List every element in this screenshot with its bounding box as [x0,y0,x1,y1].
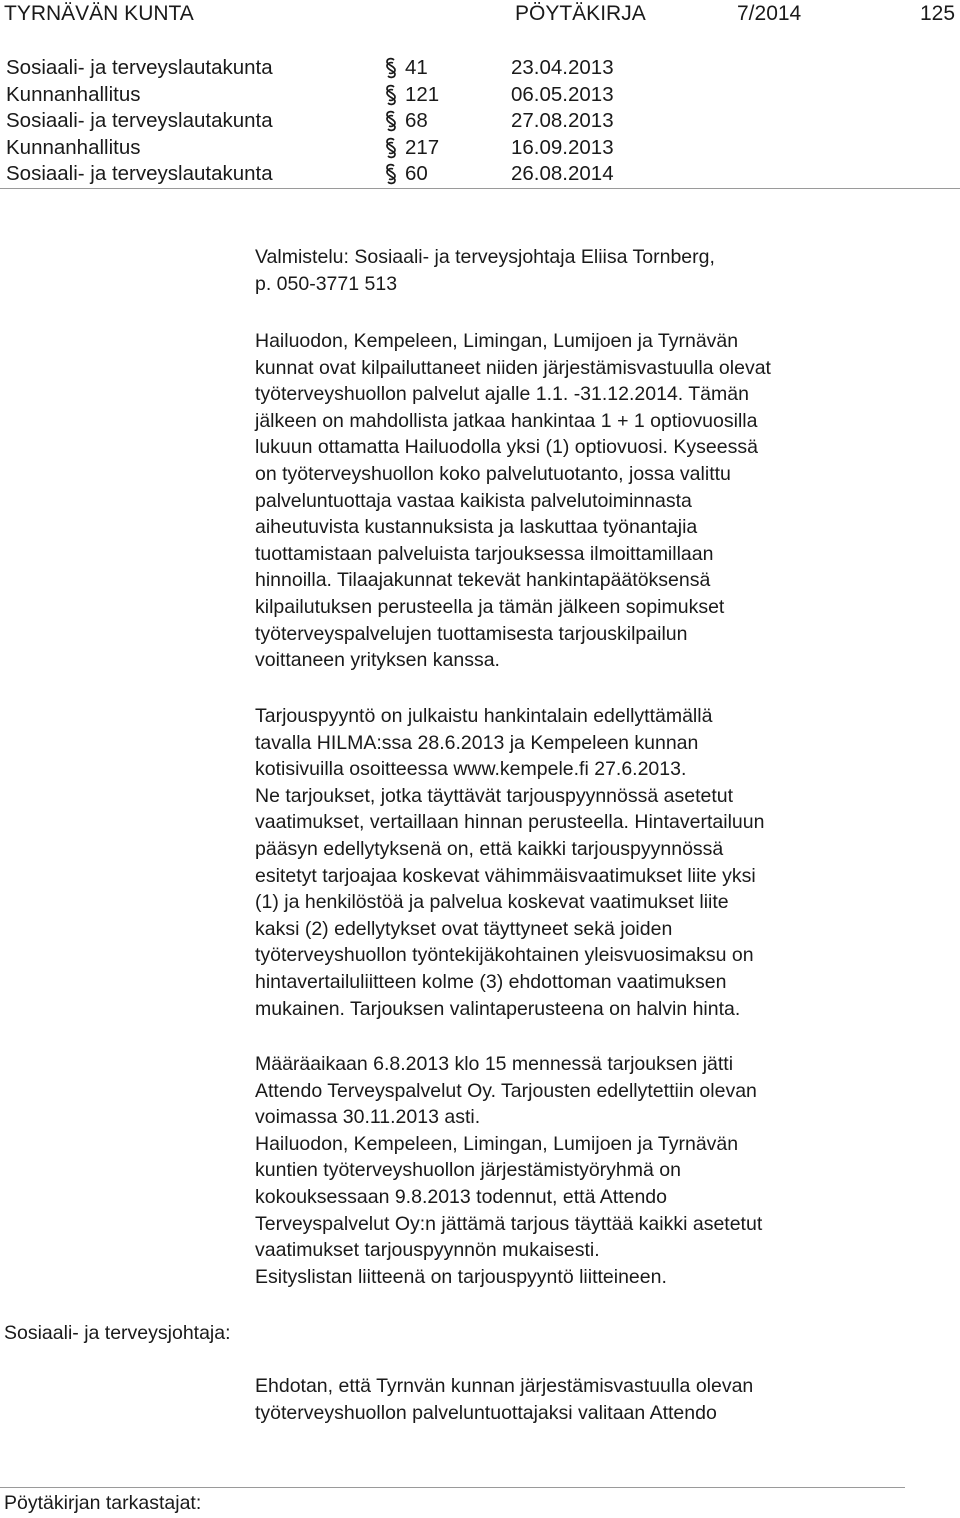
text-line: tuottamistaan palveluista tarjouksessa ilmoittamillaan [255,542,714,565]
paragraph-tender-result [255,1051,955,1290]
meeting-date: 23.04.2013 [511,56,614,79]
document-issue: 7/2014 [737,2,802,25]
section-sign-icon [384,110,398,132]
document-type: PÖYTÄKIRJA [515,2,646,25]
text-line: Hailuodon, Kempeleen, Limingan, Lumijoen ja Tyrnävän [255,1132,739,1155]
paragraph-background [255,328,955,674]
text-line: kunnat ovat kilpailuttaneet niiden järjestämisvastuulla olevat [255,356,771,379]
text-line: Valmistelu: Sosiaali- ja terveysjohtaja Eliisa Tornberg, [255,246,715,268]
municipality-name: TYRNÄVÄN KUNTA [4,2,194,25]
page-number: 125 [920,2,956,25]
paragraph-tender-notice [255,703,955,1022]
text-line: hintavertailuliitteen kolme (3) ehdottoman vaatimuksen [255,970,727,993]
text-line: esitetyt tarjoajaa koskevat vähimmäisvaatimukset liite yksi [255,864,756,887]
section-sign-icon [384,84,398,106]
text-line: kilpailutuksen perusteella ja tämän jälkeen sopimukset [255,595,725,618]
section-sign-icon [384,57,398,79]
text-line: palveluntuottaja vastaa kaikista palvelutoiminnasta [255,489,692,512]
text-line: työterveyshuollon palveluntuottajaksi valitaan Attendo [255,1401,717,1424]
text-line: kokouksessaan 9.8.2013 todennut, että Attendo [255,1185,667,1208]
meeting-date: 26.08.2014 [511,162,614,185]
text-line: Ehdotan, että Tyrnvän kunnan järjestämisvastuulla olevan [255,1375,754,1397]
meeting-body: Sosiaali- ja terveyslautakunta [6,56,273,79]
meeting-section: 68 [405,109,428,132]
section-sign-icon [384,137,398,159]
text-line: vaatimukset, vertaillaan hinnan perusteella. Hintavertailuun [255,811,765,834]
meeting-body: Kunnanhallitus [6,82,141,106]
meeting-body: Sosiaali- ja terveyslautakunta [6,109,273,132]
text-line: (1) ja henkilöstöä ja palvelua koskevat vaatimukset liite [255,891,729,914]
text-line: Esityslistan liitteenä on tarjouspyyntö liitteineen. [255,1265,667,1288]
text-line: työterveyshuollon työntekijäkohtainen yleisvuosimaksu on [255,944,754,967]
proposer-label: Sosiaali- ja terveysjohtaja: [4,1322,231,1344]
meeting-date: 06.05.2013 [511,82,614,106]
text-line: voimassa 30.11.2013 asti. [255,1106,481,1129]
minutes-inspectors-label: Pöytäkirjan tarkastajat: [4,1492,202,1514]
text-line: lukuun ottamatta Hailuodolla yksi (1) optiovuosi. Kyseessä [255,436,758,459]
text-line: mukainen. Tarjouksen valintaperusteena on halvin hinta. [255,997,741,1020]
text-line: aiheutuvista kustannuksista ja laskuttaa työnantajia [255,516,698,539]
text-line: tavalla HILMA:ssa 28.6.2013 ja Kempeleen kunnan [255,731,699,754]
text-line: vaatimukset tarjouspyynnön mukaisesti. [255,1239,600,1262]
meeting-date: 27.08.2013 [511,109,614,132]
footer-divider [0,1487,905,1488]
meeting-section: 217 [405,135,440,159]
header-divider [0,188,960,189]
text-line: pääsyn edellytyksenä on, että kaikki tarjouspyynnössä [255,837,724,860]
meeting-section: 60 [405,162,428,185]
text-line: kaksi (2) edellytykset ovat täyttyneet sekä joiden [255,917,673,940]
text-line: Määräaikaan 6.8.2013 klo 15 mennessä tarjouksen jätti [255,1053,734,1075]
text-line: työterveyspalvelujen tuottamisesta tarjouskilpailun [255,622,688,645]
text-line: Ne tarjoukset, jotka täyttävät tarjouspyynnössä asetetut [255,784,734,807]
text-line: jälkeen on mahdollista jatkaa hankintaa 1 + 1 optiovuosilla [255,409,758,432]
text-line: Hailuodon, Kempeleen, Limingan, Lumijoen ja Tyrnävän [255,330,739,352]
text-line: Tarjouspyyntö on julkaistu hankintalain edellyttämällä [255,705,713,727]
text-line: hinnoilla. Tilaajakunnat tekevät hankintapäätöksensä [255,569,711,592]
text-line: kuntien työterveyshuollon järjestämistyöryhmä on [255,1159,681,1182]
meeting-date: 16.09.2013 [511,135,614,159]
text-line: voittaneen yrityksen kanssa. [255,649,500,672]
meeting-body: Sosiaali- ja terveyslautakunta [6,162,273,185]
text-line: Terveyspalvelut Oy:n jättämä tarjous täyttää kaikki asetetut [255,1212,763,1235]
section-sign-icon [384,163,398,185]
text-line: p. 050-3771 513 [255,272,398,295]
text-line: on työterveyshuollon koko palvelutuotanto, jossa valittu [255,462,731,485]
text-line: kotisivuilla osoitteessa www.kempele.fi 27.6.2013. [255,758,687,781]
text-line: työterveyshuollon palvelut ajalle 1.1. -31.12.2014. Tämän [255,383,749,406]
text-line: Attendo Terveyspalvelut Oy. Tarjousten edellytettiin olevan [255,1079,757,1102]
meeting-section: 121 [405,82,440,106]
preparer-info [255,244,955,297]
paragraph-proposal [255,1373,955,1426]
meeting-section: 41 [405,56,428,79]
meeting-body: Kunnanhallitus [6,135,141,159]
